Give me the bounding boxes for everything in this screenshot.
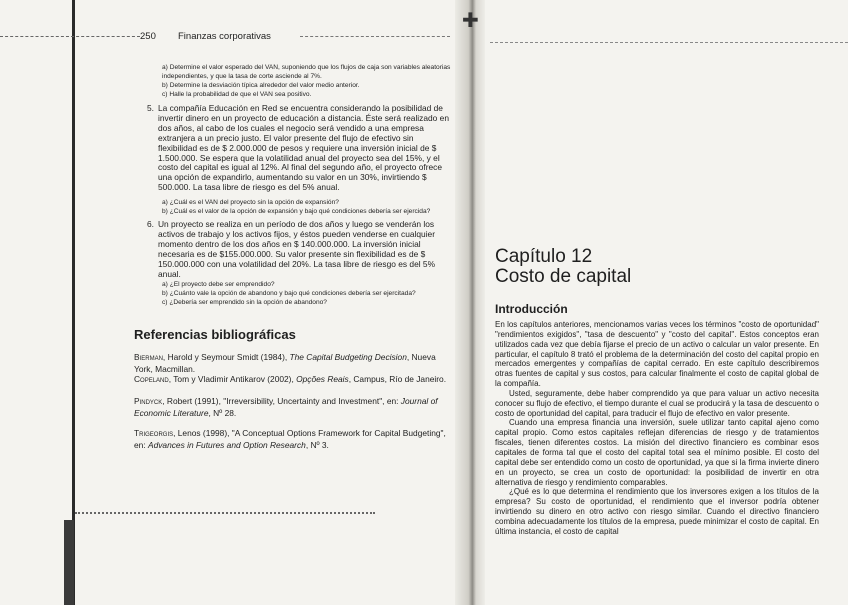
- ref-tail: , Nº 28.: [208, 408, 237, 418]
- problem-6: [147, 220, 454, 279]
- ref-text: , Robert (1991), "Irreversibility, Uncertainty and Investment", en:: [162, 396, 401, 406]
- ref-tail: , Campus, Río de Janeiro.: [348, 374, 447, 384]
- ref-author: Trigeorgis: [134, 428, 174, 438]
- reference-entry: [134, 395, 454, 419]
- problem-text: La compañía Educación en Red se encuentra considerando la posibilidad de invertir dinero en un proyecto de educación a distancia. Éste será realizado en dos años, al cabo de los cuales el negocio será vendido a una empresa extranjera a un precio justo. El valor presente del flujo de efectivo sin flexibilidad es de $ 2.000.000 de pesos y requiere una inversión inicial de $ 1.500.000. Se espera que la volatilidad anual del proyecto sea del 15%, y el costo del capital es igual al 12%. Al final del segundo año, el proyecto ofrece una opción de expandirlo, aumentando su valor en un 30%, invirtiendo $ 500.000. La tasa libre de riesgo es del 5% anual.: [158, 103, 449, 193]
- ref-author: Copeland: [134, 374, 169, 384]
- paragraph: ¿Qué es lo que determina el rendimiento que los inversores exigen a los títulos de la empresa? Su costo de oportunidad, el rendimiento que el inversor podría obtener invirtiendo su dinero en otro activo con riesgo similar. Cuando el directivo financiero combina adecuadamente los títulos de la empresa, puede minimizar el costo de capital. En última instancia, el costo de capital: [495, 487, 819, 536]
- scan-artifact-line: [300, 36, 450, 37]
- chapter-number: Capítulo 12: [495, 246, 593, 267]
- section-heading: Introducción: [495, 302, 568, 316]
- ref-title: Advances in Futures and Option Research: [147, 440, 306, 450]
- ref-author: Bierman: [134, 352, 163, 362]
- ref-text: , Lenos (1998), "A Conceptual Options Framework for Capital Budgeting", en:: [134, 428, 446, 450]
- ref-text: , Harold y Seymour Smidt (1984),: [162, 352, 290, 362]
- ref-title: Journal of Economic Literature: [134, 396, 438, 418]
- paragraph: Cuando una empresa financia una inversión, suele utilizar tanto capital ajeno como capital propio. Como estos capitales reflejan diferencias de riesgo y de tratamientos fiscales, tienen diferentes costos. La misión del directivo financiero es combinar esos capitales de forma tal que el costo del capital total sea el mínimo posible. El costo del capital debe ser entendido como un costo de oportunidad, ya que si la firma invierte dinero en un proyecto, se crea un costo de oportunidad: la posibilidad de invertir en otra alternativa de riesgo y rendimiento comparables.: [495, 418, 819, 487]
- subitem: a) Determine el valor esperado del VAN, suponiendo que los flujos de caja son variables aleatorias independientes, y que la tasa de corte asciende al 7%.: [162, 64, 451, 80]
- references-heading: Referencias bibliográficas: [134, 327, 296, 342]
- chapter-title: Costo de capital: [495, 266, 632, 287]
- paragraph: Usted, seguramente, debe haber comprendido ya que para valuar un activo necesita conocer su flujo de efectivo, el tiempo durante el cual se producirá y la tasa de descuento o costo de oportunidad del capital, para traducir el flujo de efectivo en valor presente.: [495, 388, 819, 418]
- problem-text: Un proyecto se realiza en un período de dos años y luego se venderán los activos de trabajo y los activos fijos, y éstos pueden venderse en cualquier momento dentro de los dos años en $ 140.000.000. La inversión inicial necesaria es de $155.000.000. Su valor presente sin flexibilidad es de $ 150.000.000 con una volatilidad del 20%. La tasa libre de riesgo es del 5% anual.: [158, 219, 436, 279]
- ref-title: The Capital Budgeting Decision: [289, 352, 407, 362]
- ref-title: Opções Reais: [296, 374, 349, 384]
- subitem: b) Determine la desviación típica alrededor del valor medio anterior.: [162, 82, 360, 89]
- subitem: c) ¿Debería ser emprendido sin la opción de abandono?: [162, 299, 327, 306]
- scan-edge-mark: [72, 0, 75, 605]
- ref-tail: , Nº 3.: [305, 440, 329, 450]
- ref-author: Pindyck: [134, 396, 163, 406]
- book-spine: [455, 0, 485, 605]
- scan-artifact-line: [75, 512, 375, 514]
- problem-5: [147, 104, 454, 193]
- reference-entry: [134, 427, 454, 451]
- ref-tail: , Nueva York, Macmillan.: [134, 352, 436, 374]
- subitem: b) ¿Cuál es el valor de la opción de expansión y bajo qué condiciones debería ser ejercida?: [162, 208, 431, 215]
- ref-text: , Tom y Vladimir Antikarov (2002),: [168, 374, 297, 384]
- subitem: b) ¿Cuánto vale la opción de abandono y bajo qué condiciones debería ser ejercitada?: [162, 290, 416, 297]
- subitem: a) ¿El proyecto debe ser emprendido?: [162, 281, 275, 288]
- subitem: a) ¿Cuál es el VAN del proyecto sin la opción de expansión?: [162, 199, 339, 206]
- reference-entry: [134, 373, 454, 385]
- scan-edge-mark-bottom: [64, 520, 74, 605]
- spine-crosshair-icon: ✚: [462, 10, 479, 32]
- problem-number: 6.: [147, 219, 154, 229]
- paragraph: En los capítulos anteriores, mencionamos varias veces los términos "costo de oportunidad" "rendimientos exigidos", "tasa de descuento" y "costo del capital". Estos conceptos eran utilizados cada vez que debía fijarse el precio de un activo o calcular un valor presente. En particular, el capítulo 8 trató el problema de la determinación del costo del capital propio en mercados emergentes y compañías de capital cerrado. En este capítulo describiremos otras fuentes de capital y sus costos, para calcular finalmente el costo de capital global de la compañía.: [495, 320, 819, 389]
- running-title: Finanzas corporativas: [178, 31, 271, 42]
- body-text: [495, 320, 819, 537]
- subitem: c) Halle la probabilidad de que el VAN sea positivo.: [162, 91, 312, 98]
- reference-entry: [134, 351, 454, 375]
- page-number: 250: [140, 31, 156, 42]
- scan-artifact-line: [0, 36, 140, 37]
- problem-number: 5.: [147, 103, 154, 113]
- scan-artifact-line: [490, 42, 848, 43]
